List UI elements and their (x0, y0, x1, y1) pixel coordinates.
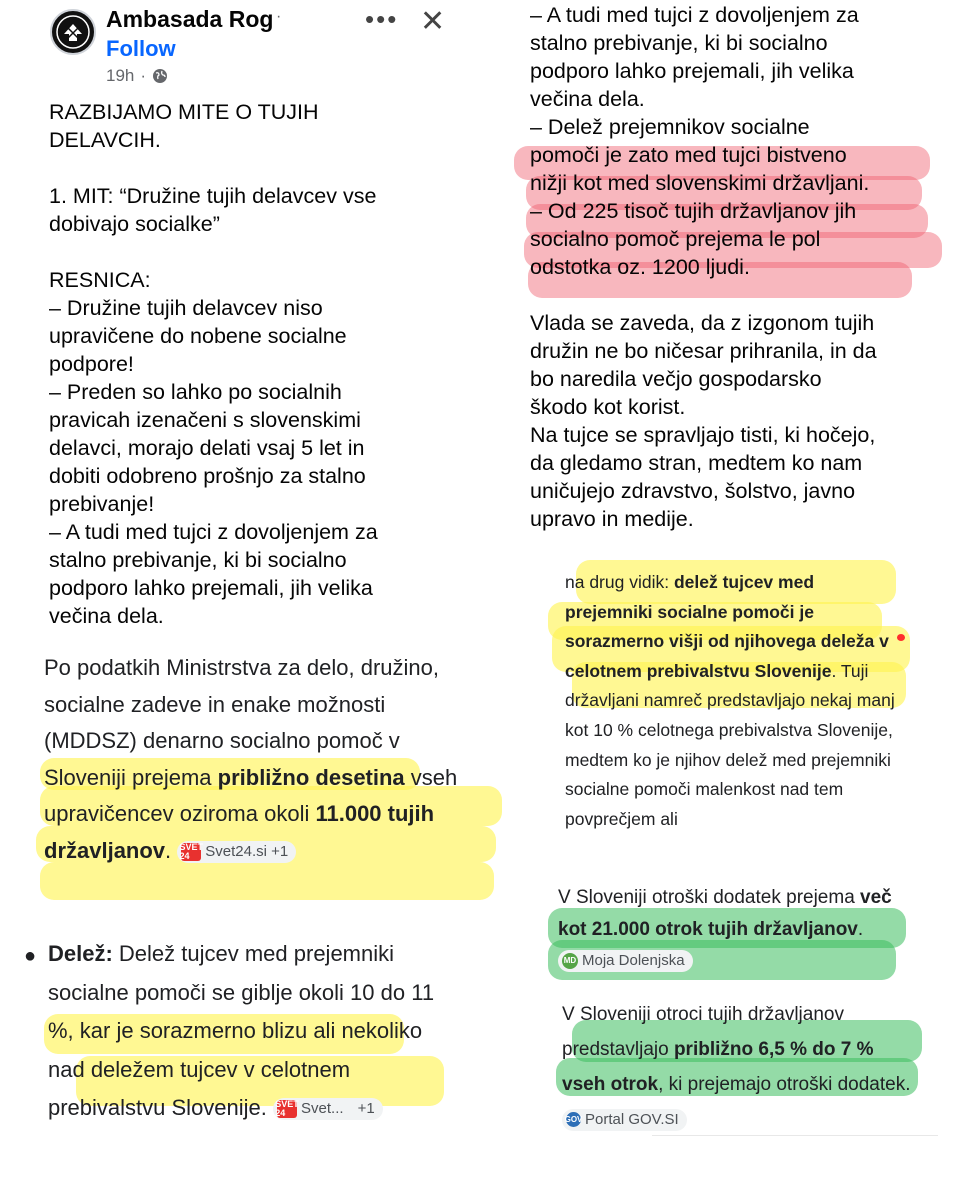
post-text-left: RAZBIJAMO MITE O TUJIH DELAVCIH. 1. MIT: “Družine tujih delavcev vse dobivajo socialke” RESNICA: – Družine tujih delavcev niso upravičene do nobene socialne podpore! – Preden so lahko po socialnih pravicah izenačeni s slovenskimi delavci, morajo delati vsaj 5 let in dobiti odobreno prošnjo za stalno prebivanje! – A tudi med tujci z dovoljenjem za stalno prebivanje, ki bi socialno podporo lahko prejemali, jih velika večina dela. (49, 100, 378, 628)
search-snippet-vidik (565, 568, 905, 834)
name-separator: · (276, 8, 282, 25)
moja-dolenjska-logo-icon: MD (562, 953, 578, 969)
snippet-text: na drug vidik: (565, 572, 674, 592)
source-chip-label: Moja Dolenjska (582, 951, 685, 969)
divider (652, 1135, 938, 1136)
source-chip-svet24[interactable] (273, 1098, 383, 1120)
gov-si-logo-icon: GOV (566, 1112, 581, 1127)
snippet-bold: več kot 21.000 otrok tujih državljanov (558, 887, 892, 940)
snippet-bold: približno 6,5 % do 7 % vseh otrok (562, 1039, 874, 1095)
avatar[interactable] (50, 9, 96, 55)
search-snippet-otroci (562, 997, 922, 1137)
bullet-icon: ● (24, 945, 37, 967)
bullet-text (48, 935, 458, 1128)
snippet-bold: delež tujcev med prejemniki socialne pomoči je sorazmerno višji od njihovega deleža v celotnem prebivalstvu Slovenije (565, 572, 889, 681)
source-chip-label: Svet24.si +1 (205, 842, 289, 860)
post-text-right: – A tudi med tujci z dovoljenjem za stalno prebivanje, ki bi socialno podporo lahko prejemali, jih velika večina dela. – Delež prejemnikov socialne pomoči je zato med tujci bistveno nižji kot med slovenskimi državljani. – Od 225 tisoč tujih državljanov jih socialno pomoč prejema le pol odstotka oz. 1200 ljudi. Vlada se zaveda, da z izgonom tujih družin ne bo ničesar prihranila, in da bo naredila večjo gospodarsko škodo kot korist. Na tujce se spravljajo tisti, ki hočejo, da gledamo stran, medtem ko nam uničujejo zdravstvo, šolstvo, javno upravo in medije. (530, 3, 877, 531)
bullet-bold: Delež: (48, 941, 113, 966)
more-icon[interactable]: ••• (365, 4, 399, 34)
snippet-text: V Sloveniji otroci tujih državljanov predstavljajo (562, 1004, 844, 1060)
source-chip-label: Portal GOV.SI (585, 1110, 679, 1128)
snippet-text: Po podatkih Ministrstva za delo, družino, socialne zadeve in enake možnosti (MDDSZ) denarno socialno pomoč v Sloveniji prejema (44, 655, 439, 790)
bullet-body: Delež tujcev med prejemniki socialne pomoči se giblje okoli 10 do 11 %, kar je sorazmerno blizu ali nekoliko nad deležem tujcev v celotnem prebivalstvu Slovenije. (48, 941, 435, 1120)
snippet-text: , ki prejemajo otroški dodatek. (658, 1074, 911, 1095)
source-chip-more: +1 (357, 1100, 375, 1118)
snippet-bold: približno desetina (217, 764, 405, 790)
globe-icon (152, 68, 168, 84)
snippet-text: . (165, 837, 172, 863)
snippet-text: . (857, 918, 864, 940)
close-icon[interactable]: ✕ (420, 5, 446, 38)
red-dot-mark (897, 634, 905, 641)
svet24-logo-icon: SVET 24 (275, 1099, 299, 1119)
source-chip-svet24[interactable] (177, 841, 296, 863)
snippet-bold: 11.000 tujih državljanov (44, 801, 435, 863)
snippet-text: . Tuji državljani namreč predstavljajo nekaj manj kot 10 % celotnega prebivalstva Slovenije, medtem ko je njihov delež med prejemniki socialne pomoči malenkost nad tem povprečjem ali (565, 660, 895, 829)
search-snippet-mddsz (44, 650, 474, 869)
source-chip-gov-si[interactable] (562, 1109, 687, 1131)
source-chip-label: Svet... (301, 1100, 344, 1118)
page-logo-icon (55, 14, 91, 50)
search-snippet-otroski-dodatek (558, 882, 918, 977)
follow-button[interactable]: Follow (106, 36, 176, 61)
page-name[interactable]: Ambasada Rog (106, 6, 274, 32)
svet24-logo-icon: SVET 24 (179, 841, 204, 861)
source-chip-moja-dolenjska[interactable] (558, 950, 693, 972)
post-time[interactable]: 19h (106, 66, 135, 85)
snippet-text: V Sloveniji otroški dodatek prejema (558, 887, 861, 908)
post-meta (106, 66, 168, 86)
separator-dot: · (140, 66, 147, 85)
snippet-text: vseh upravičencev oziroma okoli (44, 764, 458, 826)
